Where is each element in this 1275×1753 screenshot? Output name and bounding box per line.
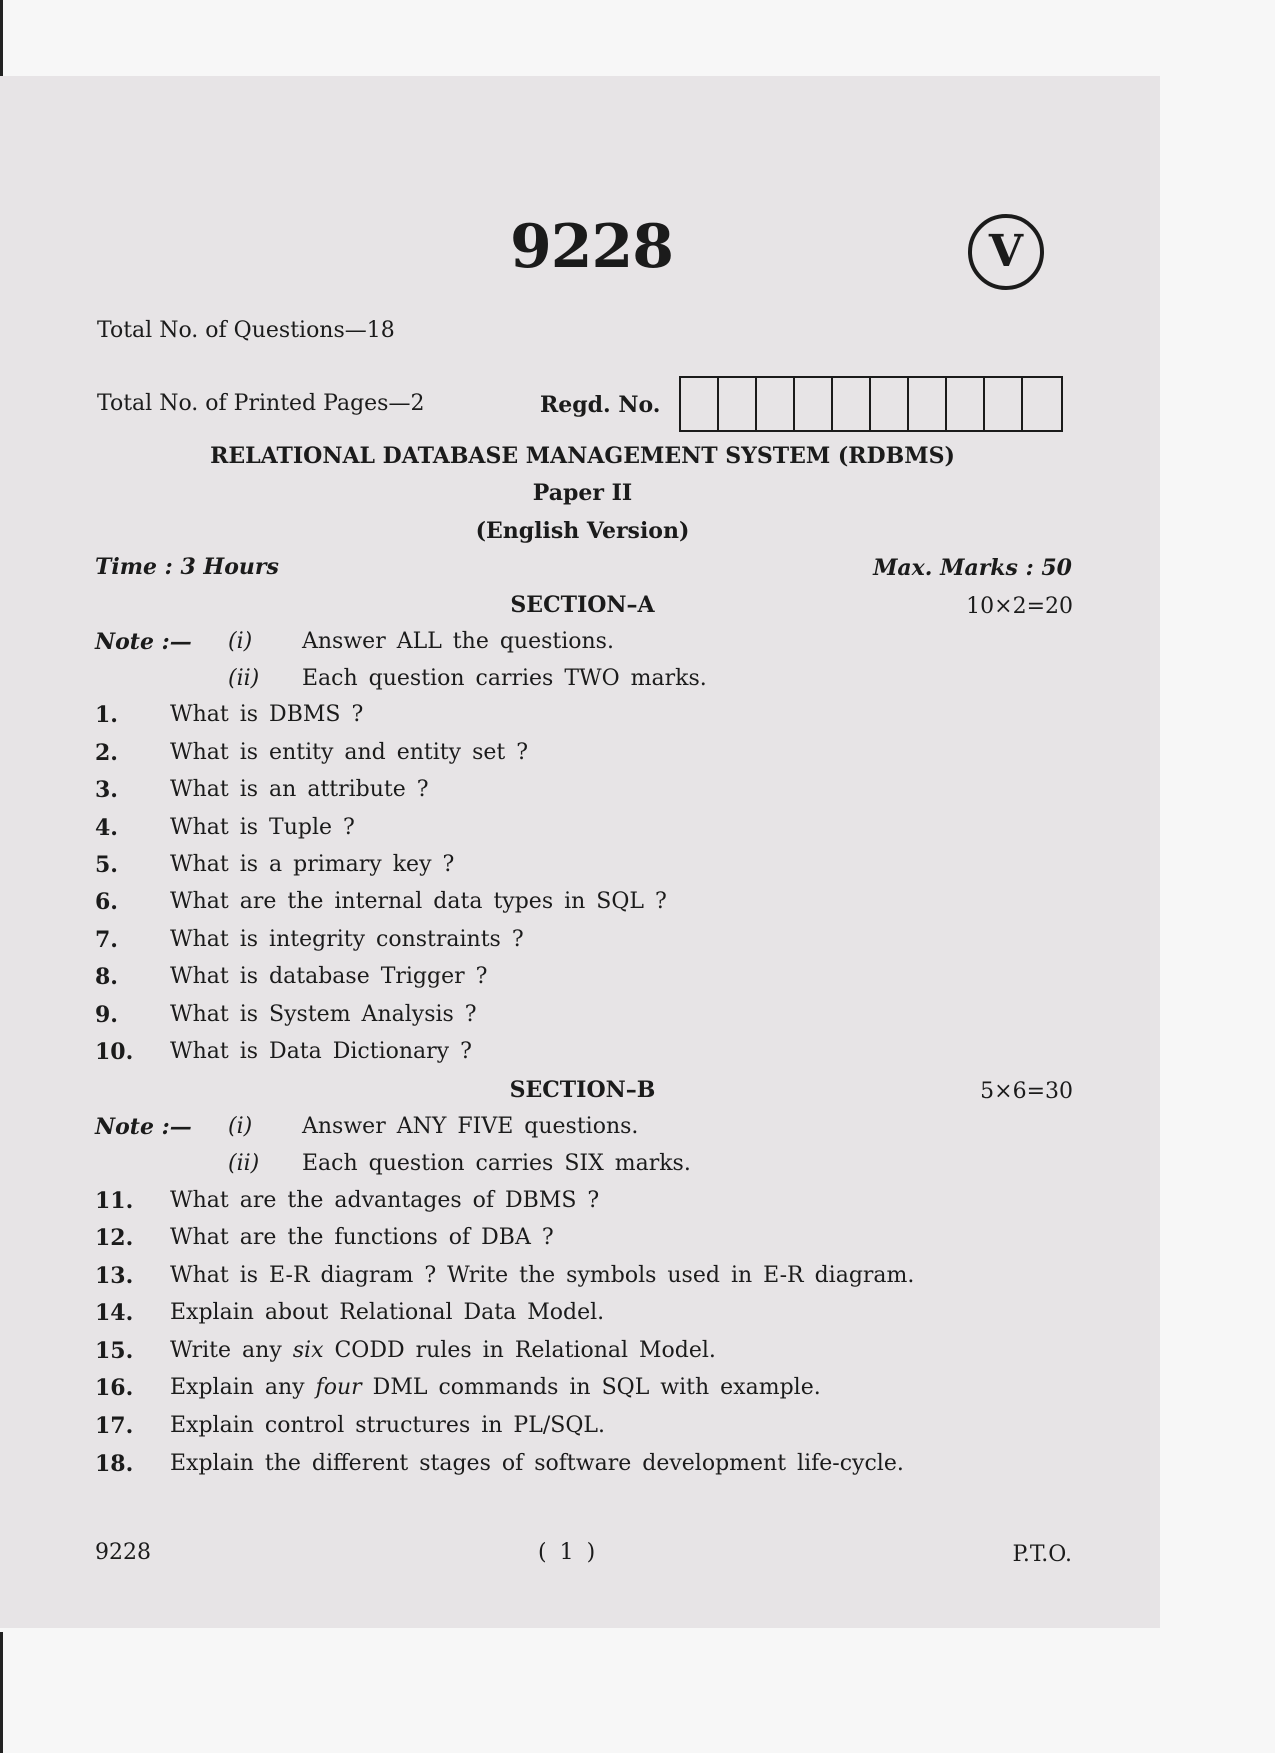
- note-text: Each question carries TWO marks.: [302, 666, 707, 691]
- question-emphasis: four: [315, 1375, 362, 1400]
- question-text: What is System Analysis ?: [170, 1002, 477, 1027]
- question-text-part: Explain any: [170, 1375, 316, 1400]
- question-text-part: Write any: [170, 1338, 293, 1363]
- question-text: What are the advantages of DBMS ?: [170, 1188, 600, 1213]
- section-b-marks: 5×6=30: [980, 1079, 1073, 1104]
- question-text: What is DBMS ?: [170, 702, 364, 727]
- question-text: What are the functions of DBA ?: [170, 1225, 554, 1250]
- pto-label: P.T.O.: [1012, 1542, 1072, 1567]
- total-pages: Total No. of Printed Pages—2: [97, 391, 425, 416]
- question-number: 17.: [95, 1413, 134, 1439]
- regd-label: Regd. No.: [540, 392, 661, 418]
- scan-edge: [0, 0, 3, 78]
- question-number: 10.: [95, 1039, 134, 1065]
- question-number: 12.: [95, 1225, 134, 1251]
- question-number: 18.: [95, 1451, 134, 1477]
- question-number: 5.: [95, 852, 118, 878]
- section-a-title: SECTION–A: [510, 592, 655, 618]
- question-text: What is database Trigger ?: [170, 964, 488, 989]
- question-number: 8.: [95, 964, 118, 990]
- time-allowed: Time : 3 Hours: [95, 554, 279, 580]
- question-text: What is a primary key ?: [170, 852, 455, 877]
- question-number: 11.: [95, 1188, 134, 1214]
- question-text-part: CODD rules in Relational Model.: [323, 1338, 716, 1363]
- question-text: What is Data Dictionary ?: [170, 1039, 472, 1064]
- question-number: 14.: [95, 1300, 134, 1326]
- question-text: [170, 1338, 716, 1363]
- question-number: 2.: [95, 740, 118, 766]
- question-number: 6.: [95, 889, 118, 915]
- question-number: 9.: [95, 1002, 118, 1028]
- question-text: What is entity and entity set ?: [170, 740, 529, 765]
- section-b-title: SECTION–B: [509, 1077, 656, 1103]
- note-num: (ii): [228, 666, 260, 691]
- question-text: Explain control structures in PL/SQL.: [170, 1413, 605, 1438]
- version-mark: V: [968, 214, 1044, 290]
- section-a-marks: 10×2=20: [966, 594, 1073, 619]
- paper-code: 9228: [510, 212, 673, 282]
- total-questions: Total No. of Questions—18: [97, 318, 395, 343]
- question-text: What is integrity constraints ?: [170, 927, 524, 952]
- note-num: (ii): [228, 1151, 260, 1176]
- question-number: 13.: [95, 1263, 134, 1289]
- subject-title: RELATIONAL DATABASE MANAGEMENT SYSTEM (RDBMS): [210, 443, 955, 469]
- question-text: What is E-R diagram ? Write the symbols used in E-R diagram.: [170, 1263, 915, 1288]
- note-text: Each question carries SIX marks.: [302, 1151, 691, 1176]
- question-text: What are the internal data types in SQL ?: [170, 889, 667, 914]
- version-label: (English Version): [475, 518, 690, 544]
- question-text: Explain the different stages of software development life-cycle.: [170, 1451, 904, 1476]
- note-label: Note :—: [95, 629, 192, 655]
- question-number: 16.: [95, 1375, 134, 1401]
- note-text: Answer ANY FIVE questions.: [302, 1114, 639, 1139]
- question-number: 3.: [95, 777, 118, 803]
- scan-edge: [0, 1632, 3, 1753]
- question-number: 1.: [95, 702, 118, 728]
- question-text: Explain about Relational Data Model.: [170, 1300, 605, 1325]
- note-num: (i): [228, 1114, 253, 1139]
- question-text-part: DML commands in SQL with example.: [361, 1375, 821, 1400]
- question-text: What is Tuple ?: [170, 815, 355, 840]
- question-text: What is an attribute ?: [170, 777, 429, 802]
- max-marks: Max. Marks : 50: [873, 555, 1072, 581]
- question-emphasis: six: [292, 1338, 324, 1363]
- question-number: 15.: [95, 1338, 134, 1364]
- question-number: 7.: [95, 927, 118, 953]
- question-text: [170, 1375, 821, 1400]
- footer-code: 9228: [95, 1540, 151, 1565]
- paper-number: Paper II: [532, 480, 633, 506]
- note-text: Answer ALL the questions.: [302, 629, 614, 654]
- note-label: Note :—: [95, 1114, 192, 1140]
- regd-number-boxes: [679, 376, 1063, 432]
- question-number: 4.: [95, 815, 118, 841]
- page-number: ( 1 ): [538, 1540, 596, 1565]
- note-num: (i): [228, 629, 253, 654]
